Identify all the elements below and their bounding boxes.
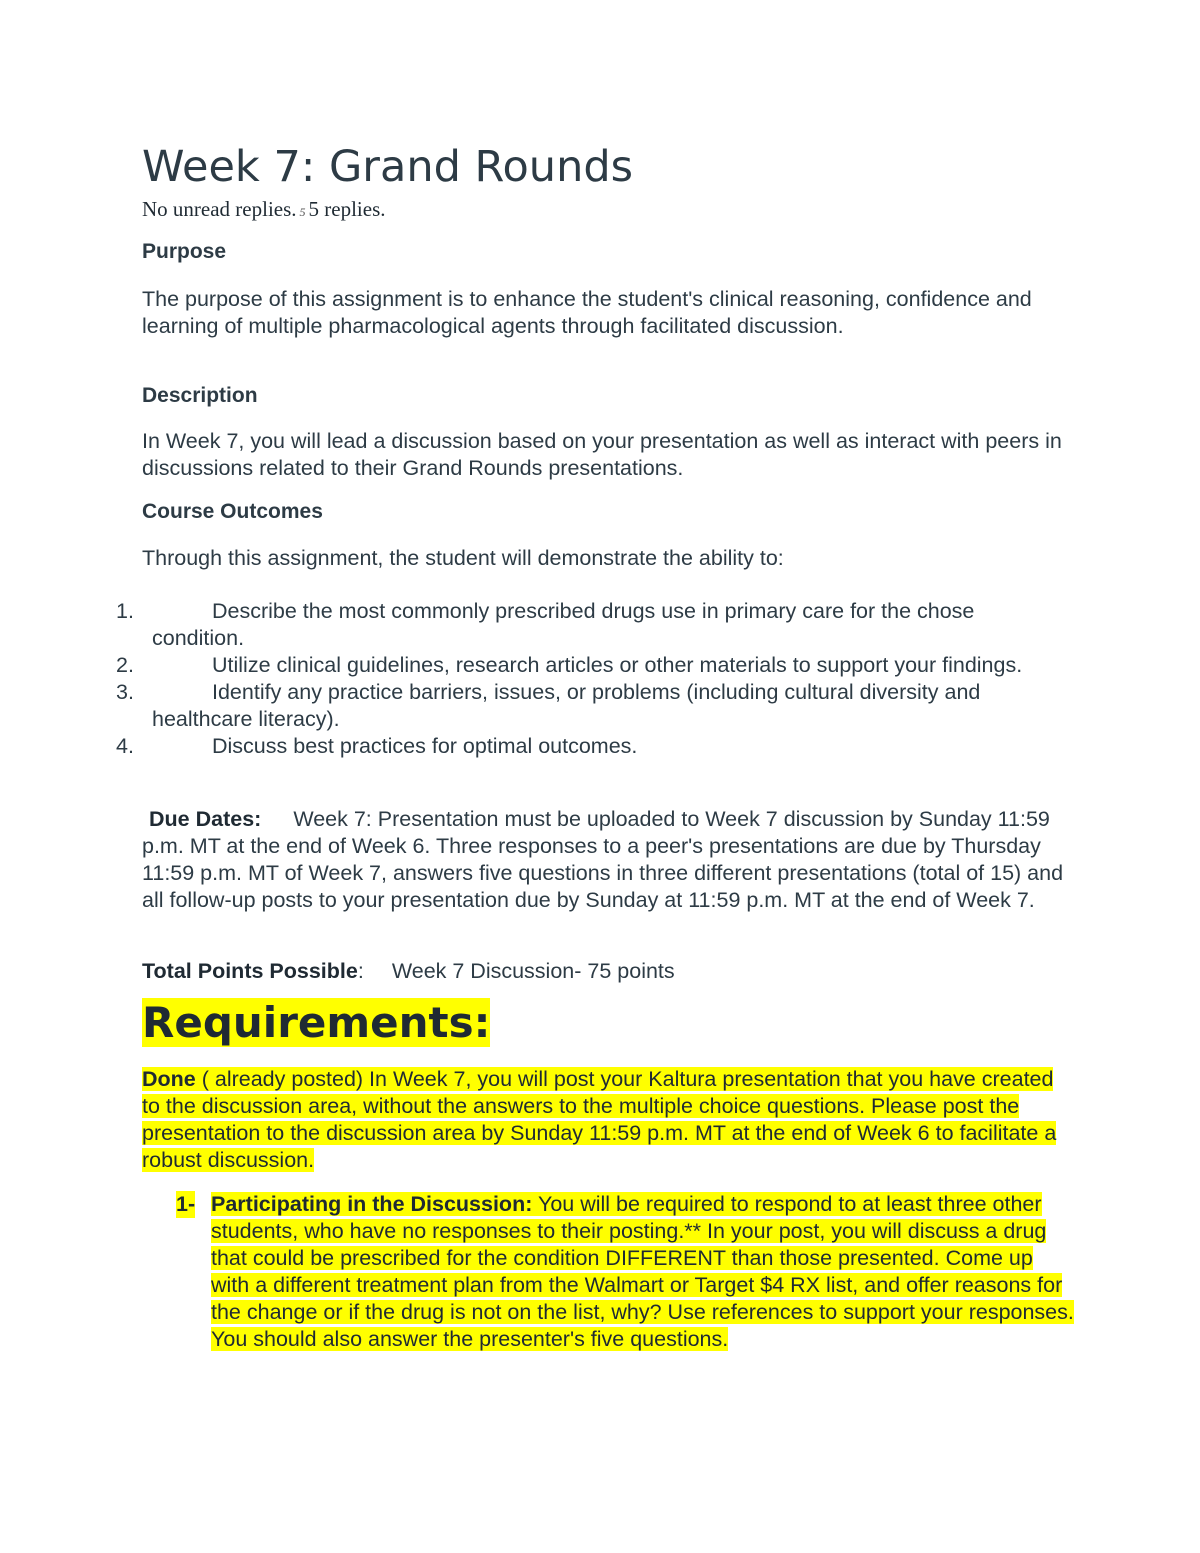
description-heading: Description <box>142 384 258 407</box>
list-item-text: Identify any practice barriers, issues, or problems (including cultural diversity and healthcare literacy). <box>152 680 981 731</box>
total-points-label: Total Points Possible <box>142 959 358 983</box>
done-paragraph <box>142 1066 1072 1174</box>
requirement-text: You will be required to respond to at least three other students, who have no responses to their posting.** In your post, you will discuss a drug that could be prescribed for the condition DIFFERENT than those presented. Come up with a different treatment plan from the Walmart or Target $4 RX list, and offer reasons for the change or if the drug is not on the list, why? Use references to support your responses. You should also answer the presenter's five questions. <box>211 1192 1074 1351</box>
course-outcomes-list <box>108 598 1068 760</box>
done-text: ( already posted) In Week 7, you will post your Kaltura presentation that you have created to the discussion area, without the answers to the multiple choice questions. Please post the presentation to the discussion area by Sunday 11:59 p.m. MT at the end of Week 6 to facilitate a robust discussion. <box>142 1067 1057 1172</box>
list-item-text: Utilize clinical guidelines, research articles or other materials to support your findings. <box>212 653 1023 677</box>
replies-count-small: 5 <box>299 205 306 219</box>
list-item-text: Describe the most commonly prescribed drugs use in primary care for the chose condition. <box>152 599 975 650</box>
requirements-heading: Requirements: <box>142 998 491 1047</box>
list-item-number: 2. <box>116 653 134 677</box>
list-item-number: 3. <box>116 680 134 704</box>
description-text: In Week 7, you will lead a discussion based on your presentation as well as interact with peers in discussions related to their Grand Rounds presentations. <box>142 429 1062 480</box>
list-item-text: Discuss best practices for optimal outcomes. <box>212 734 638 758</box>
course-outcomes-heading: Course Outcomes <box>142 500 323 523</box>
due-dates-label: Due Dates: <box>149 807 262 831</box>
requirement-item-participating <box>176 1191 1076 1353</box>
replies-status <box>142 197 386 222</box>
page-title: Week 7: Grand Rounds <box>142 142 634 192</box>
total-points-colon: : <box>357 959 364 983</box>
requirement-body <box>211 1191 1076 1353</box>
list-item <box>108 679 1068 733</box>
replies-count-text: 5 replies. <box>308 197 386 221</box>
list-item <box>108 598 1068 652</box>
due-dates-paragraph <box>142 806 1072 914</box>
requirement-label: Participating in the Discussion: <box>211 1192 533 1216</box>
due-dates-text: Week 7: Presentation must be uploaded to Week 7 discussion by Sunday 11:59 p.m. MT at the end of Week 6. Three responses to a peer's presentations are due by Thursday 11:59 p.m. MT of Week 7, answers five questions in three different presentations (total of 15) and all follow-up posts to your presentation due by Sunday at 11:59 p.m. MT at the end of Week 7. <box>142 807 1064 912</box>
list-item <box>108 652 1068 679</box>
list-item-number: 1. <box>116 599 134 623</box>
done-label: Done <box>142 1067 196 1091</box>
list-item <box>108 733 1068 760</box>
total-points-value: Week 7 Discussion- 75 points <box>391 959 675 983</box>
purpose-heading: Purpose <box>142 240 227 263</box>
requirement-number: 1- <box>176 1192 196 1216</box>
list-item-number: 4. <box>116 734 134 758</box>
course-outcomes-intro: Through this assignment, the student will demonstrate the ability to: <box>142 546 784 570</box>
total-points-paragraph <box>142 958 1072 985</box>
unread-replies-text: No unread replies. <box>142 197 297 221</box>
purpose-text: The purpose of this assignment is to enhance the student's clinical reasoning, confidence and learning of multiple pharmacological agents through facilitated discussion. <box>142 287 1032 338</box>
